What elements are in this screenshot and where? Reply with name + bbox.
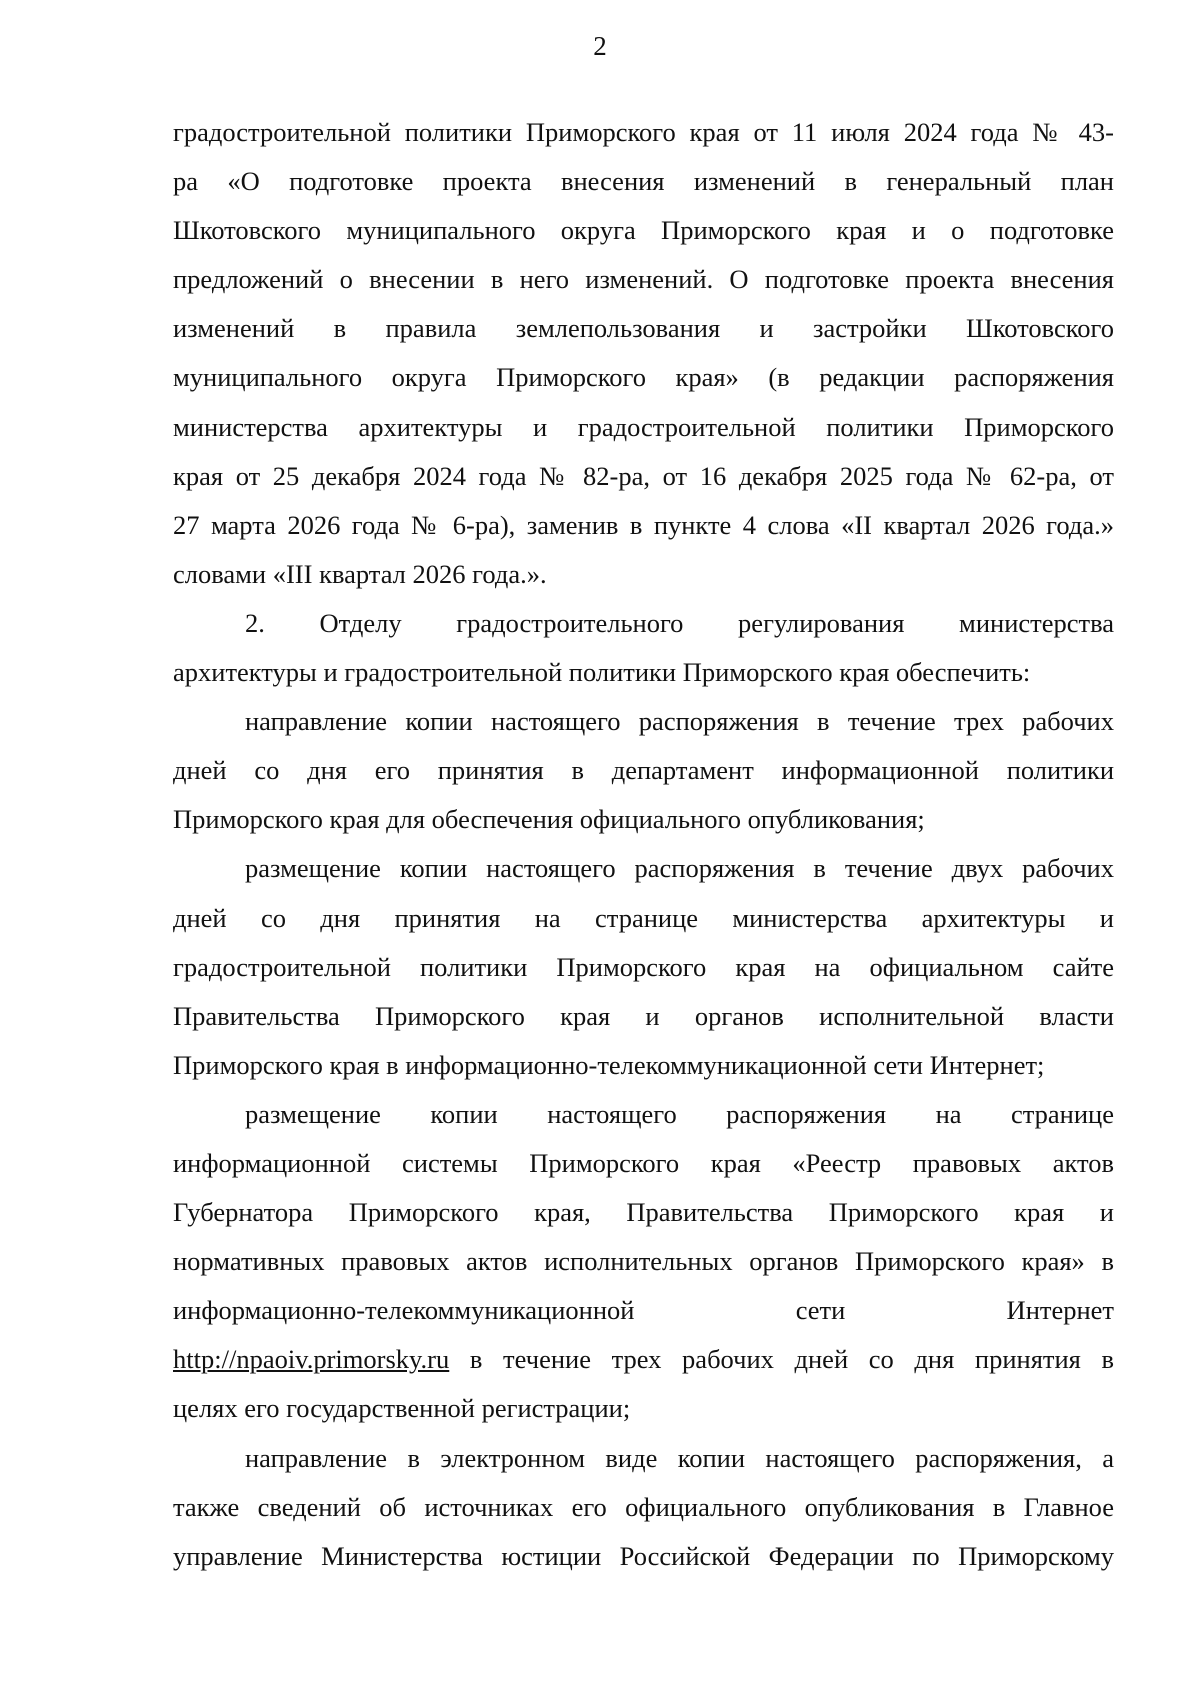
text-line: Приморского края в информационно-телекоммуникационной сети Интернет; (173, 1049, 1045, 1080)
text-line: нормативных правовых актов исполнительных органов Приморского края» в (173, 1246, 1114, 1277)
text-line: словами «III квартал 2026 года.». (173, 558, 547, 589)
text-line: дней со дня его принятия в департамент информационной политики (173, 755, 1114, 786)
text-line: целях его государственной регистрации; (173, 1393, 631, 1424)
text-line: направление в электронном виде копии настоящего распоряжения, а (245, 1442, 1114, 1473)
paragraph-placement-site (173, 849, 1114, 1094)
paragraph-direction-copy (173, 702, 1114, 849)
text-line: Губернатора Приморского края, Правительства Приморского края и (173, 1197, 1114, 1228)
text-line: изменений в правила землепользования и застройки Шкотовского (173, 313, 1114, 344)
text-line: направление копии настоящего распоряжения в течение трех рабочих (245, 706, 1114, 737)
text-line: дней со дня принятия на странице министерства архитектуры и (173, 902, 1114, 933)
text-line: края от 25 декабря 2024 года № 82-ра, от 16 декабря 2025 года № 62-ра, от (173, 460, 1114, 491)
text-line: предложений о внесении в него изменений. О подготовке проекта внесения (173, 264, 1114, 295)
registry-link[interactable]: http://npaoiv.primorsky.ru (173, 1344, 450, 1375)
document-body (173, 113, 1114, 1586)
paragraph-continuation (173, 113, 1114, 604)
text-line: министерства архитектуры и градостроительной политики Приморского (173, 411, 1114, 442)
text-line: ра «О подготовке проекта внесения изменений в генеральный план (173, 166, 1114, 197)
text-line: градостроительной политики Приморского края на официальном сайте (173, 951, 1114, 982)
paragraph-direction-justice (173, 1439, 1114, 1586)
link-tail-text: в течение трех рабочих дней со дня принятия в (449, 1344, 1114, 1375)
text-line: управление Министерства юстиции Российской Федерации по Приморскому (173, 1540, 1114, 1571)
text-line: архитектуры и градостроительной политики Приморского края обеспечить: (173, 657, 1031, 688)
text-line: также сведений об источниках его официального опубликования в Главное (173, 1491, 1114, 1522)
text-line: Приморского края для обеспечения официального опубликования; (173, 804, 925, 835)
text-line: муниципального округа Приморского края» (в редакции распоряжения (173, 362, 1114, 393)
text-line: размещение копии настоящего распоряжения на странице (245, 1098, 1114, 1129)
text-line: 2. Отделу градостроительного регулирования министерства (245, 607, 1114, 638)
text-line: информационной системы Приморского края «Реестр правовых актов (173, 1147, 1114, 1178)
paragraph-placement-registry (173, 1095, 1114, 1439)
paragraph-item-2 (173, 604, 1114, 702)
text-line: градостроительной политики Приморского края от 11 июля 2024 года № 43- (173, 117, 1114, 147)
text-line: Шкотовского муниципального округа Приморского края и о подготовке (173, 215, 1114, 246)
text-line: Правительства Приморского края и органов исполнительной власти (173, 1000, 1114, 1031)
page-number: 2 (593, 31, 607, 61)
text-line: размещение копии настоящего распоряжения в течение двух рабочих (245, 853, 1114, 884)
text-line: информационно-телекоммуникационной сети Интернет (173, 1295, 1114, 1326)
text-line-with-link (173, 1340, 1114, 1389)
text-line: 27 марта 2026 года № 6-ра), заменив в пункте 4 слова «II квартал 2026 года.» (173, 509, 1114, 540)
